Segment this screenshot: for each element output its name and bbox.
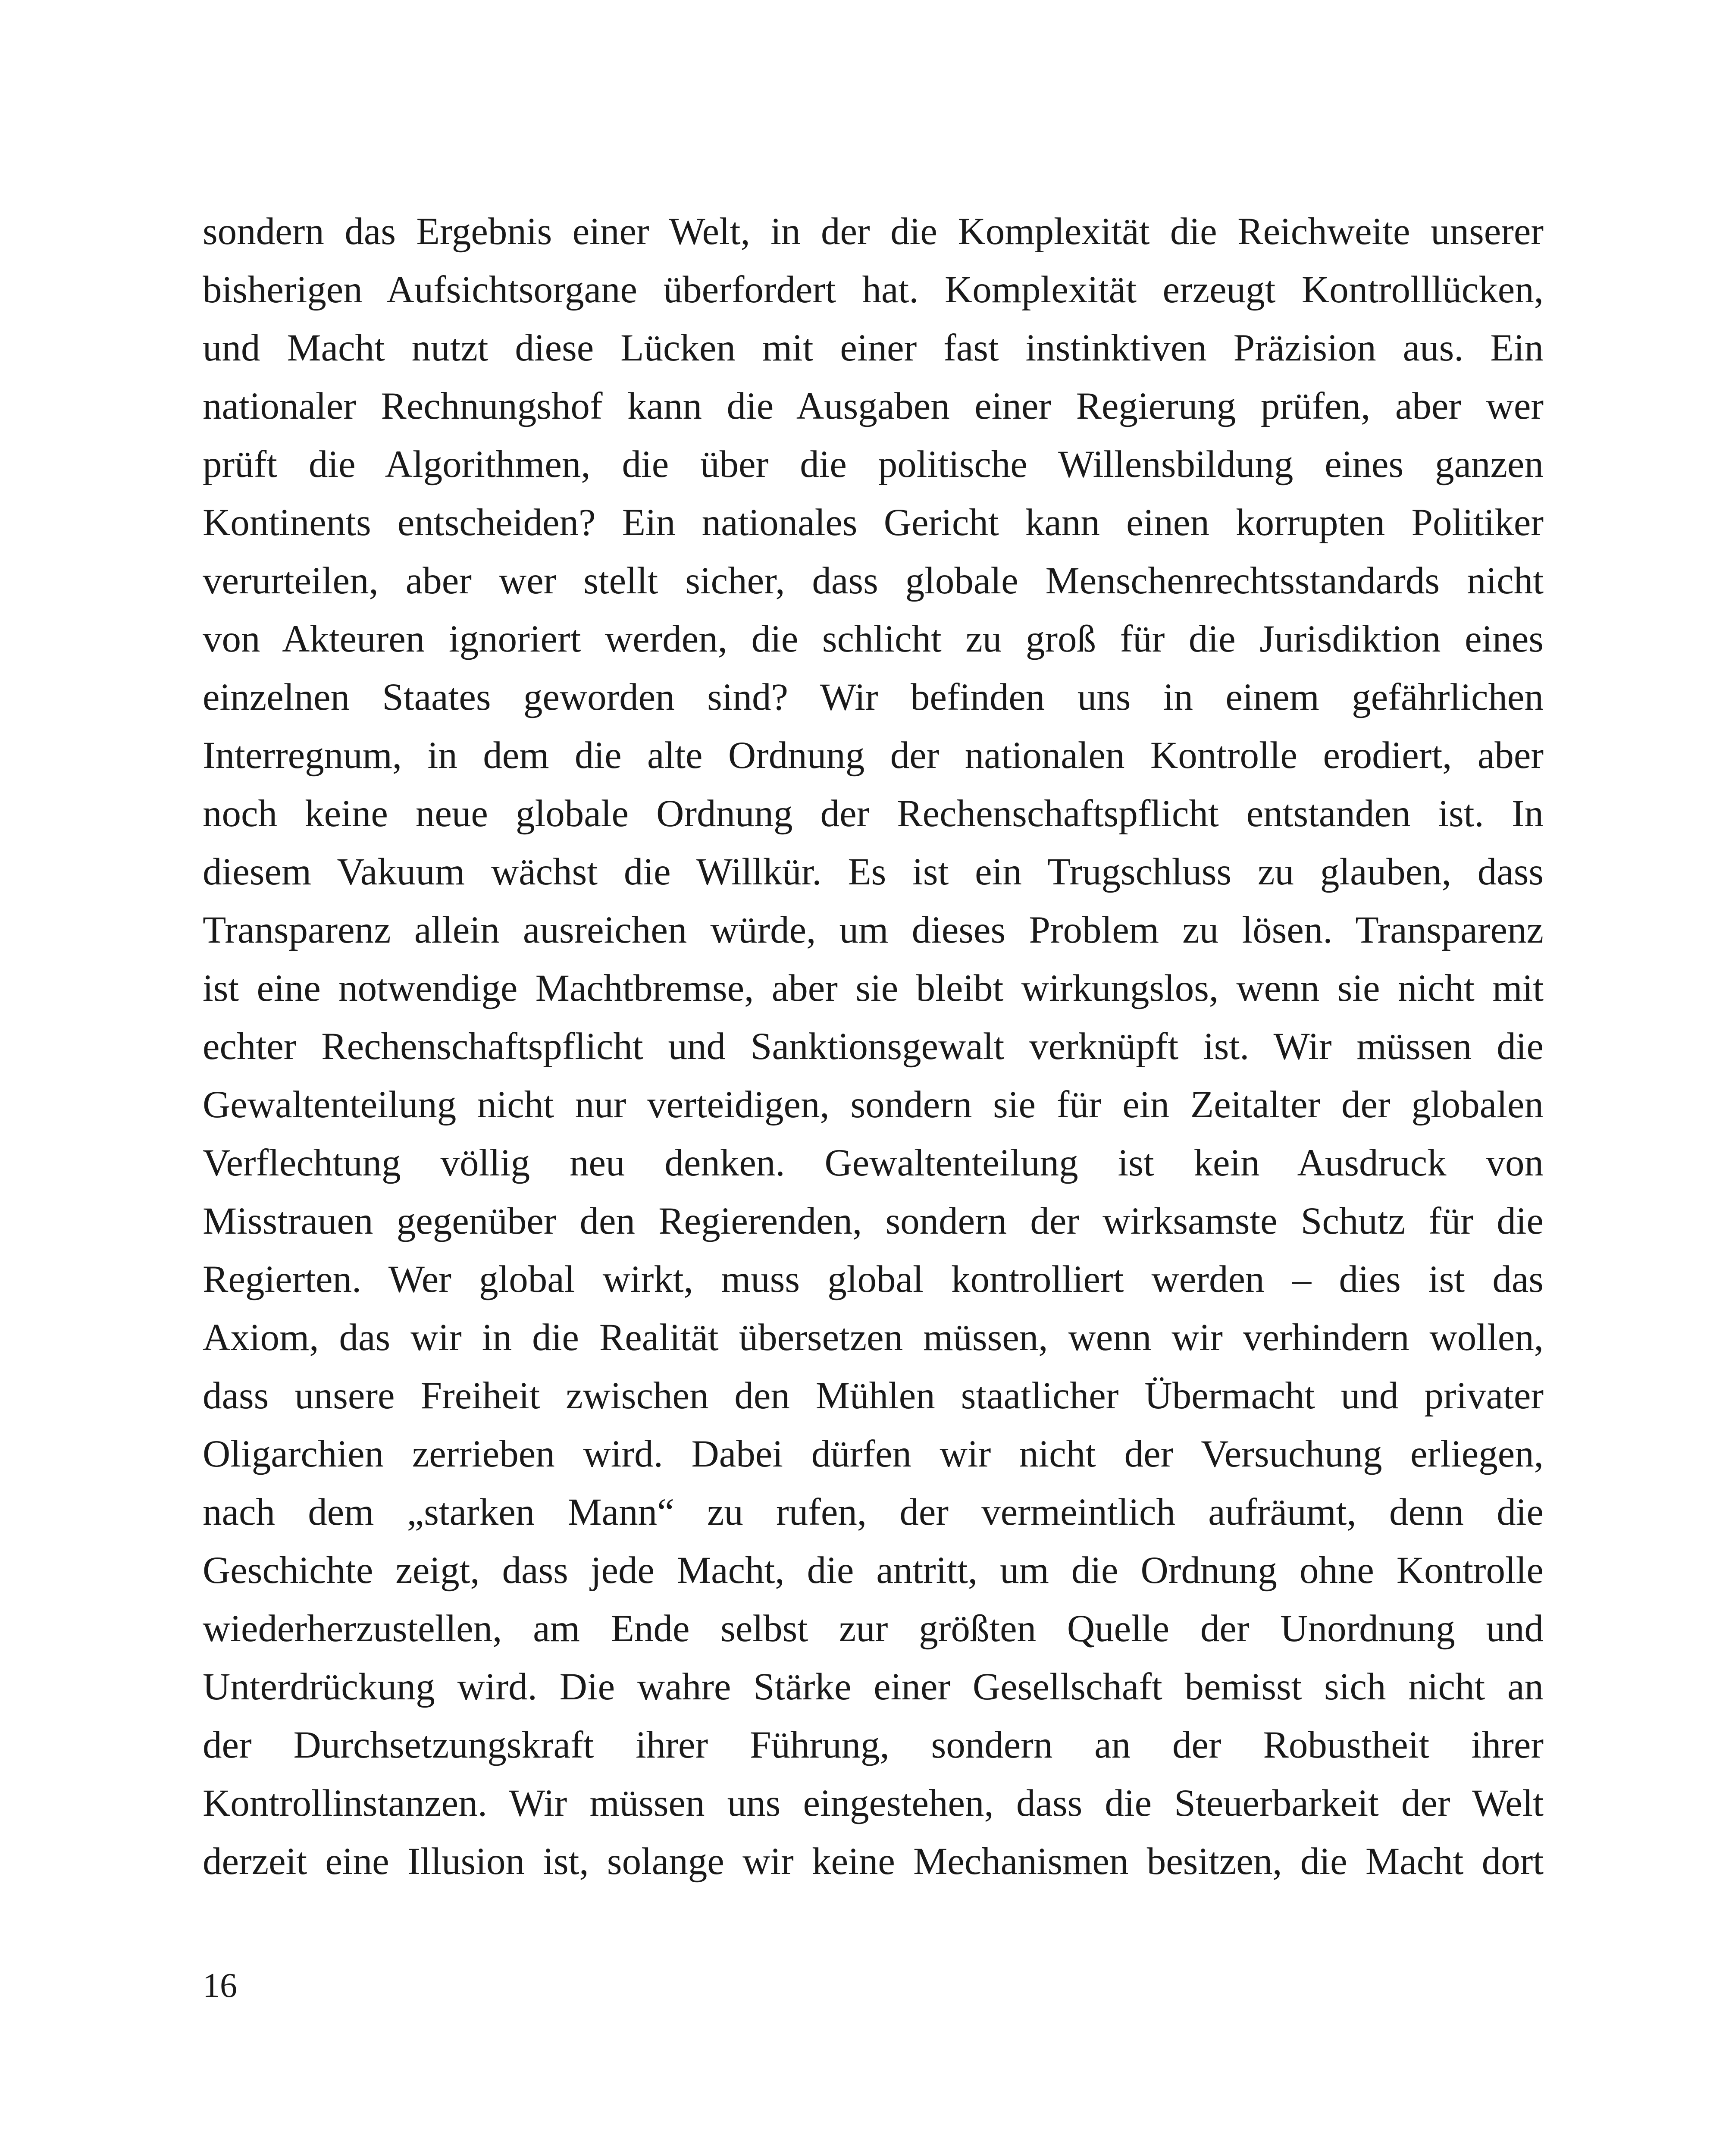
- text-line: Kontrollinstanzen. Wir müssen uns eingestehen, dass die Steuerbarkeit der Welt: [203, 1782, 1544, 1824]
- text-line: Geschichte zeigt, dass jede Macht, die antritt, um die Ordnung ohne Kontrolle: [203, 1549, 1544, 1592]
- text-line: Regierten. Wer global wirkt, muss global kontrolliert werden – dies ist das: [203, 1258, 1544, 1300]
- text-line: prüft die Algorithmen, die über die politische Willensbildung eines ganzen: [203, 443, 1544, 486]
- text-line: noch keine neue globale Ordnung der Rechenschaftspflicht entstanden ist. In: [203, 793, 1544, 835]
- text-line: diesem Vakuum wächst die Willkür. Es ist ein Trugschluss zu glauben, dass: [203, 851, 1544, 893]
- text-line: und Macht nutzt diese Lücken mit einer fast instinktiven Präzision aus. Ein: [203, 327, 1544, 369]
- text-line: von Akteuren ignoriert werden, die schlicht zu groß für die Jurisdiktion eines: [203, 618, 1544, 660]
- text-line: Gewaltenteilung nicht nur verteidigen, sondern sie für ein Zeitalter der globalen: [203, 1084, 1544, 1126]
- text-line: Transparenz allein ausreichen würde, um dieses Problem zu lösen. Transparenz: [203, 909, 1544, 951]
- text-line: dass unsere Freiheit zwischen den Mühlen staatlicher Übermacht und privater: [203, 1375, 1544, 1417]
- text-line: Interregnum, in dem die alte Ordnung der nationalen Kontrolle erodiert, aber: [203, 734, 1544, 777]
- text-line: wiederherzustellen, am Ende selbst zur größten Quelle der Unordnung und: [203, 1608, 1544, 1650]
- text-line: Kontinents entscheiden? Ein nationales Gericht kann einen korrupten Politiker: [203, 501, 1544, 544]
- text-line: ist eine notwendige Machtbremse, aber sie bleibt wirkungslos, wenn sie nicht mit: [203, 967, 1544, 1009]
- text-line: nach dem „starken Mann“ zu rufen, der vermeintlich aufräumt, denn die: [203, 1491, 1544, 1533]
- text-line: Misstrauen gegenüber den Regierenden, sondern der wirksamste Schutz für die: [203, 1200, 1544, 1242]
- text-line: sondern das Ergebnis einer Welt, in der die Komplexität die Reichweite unserer: [203, 210, 1544, 253]
- text-line: Oligarchien zerrieben wird. Dabei dürfen wir nicht der Versuchung erliegen,: [203, 1433, 1544, 1475]
- page-number: 16: [203, 1967, 237, 2005]
- text-line: Verflechtung völlig neu denken. Gewaltenteilung ist kein Ausdruck von: [203, 1142, 1544, 1184]
- text-line: Axiom, das wir in die Realität übersetzen müssen, wenn wir verhindern wollen,: [203, 1316, 1544, 1359]
- text-line: verurteilen, aber wer stellt sicher, dass globale Menschenrechtsstandards nicht: [203, 560, 1544, 602]
- text-line: nationaler Rechnungshof kann die Ausgaben einer Regierung prüfen, aber wer: [203, 385, 1544, 427]
- text-line: der Durchsetzungskraft ihrer Führung, sondern an der Robustheit ihrer: [203, 1724, 1544, 1766]
- text-line: einzelnen Staates geworden sind? Wir befinden uns in einem gefährlichen: [203, 676, 1544, 718]
- body-paragraph: [203, 203, 1544, 1891]
- text-line: derzeit eine Illusion ist, solange wir keine Mechanismen besitzen, die Macht dort: [203, 1840, 1544, 1883]
- text-line: bisherigen Aufsichtsorgane überfordert hat. Komplexität erzeugt Kontrolllücken,: [203, 269, 1544, 311]
- text-line: Unterdrückung wird. Die wahre Stärke einer Gesellschaft bemisst sich nicht an: [203, 1666, 1544, 1708]
- text-line: echter Rechenschaftspflicht und Sanktionsgewalt verknüpft ist. Wir müssen die: [203, 1025, 1544, 1068]
